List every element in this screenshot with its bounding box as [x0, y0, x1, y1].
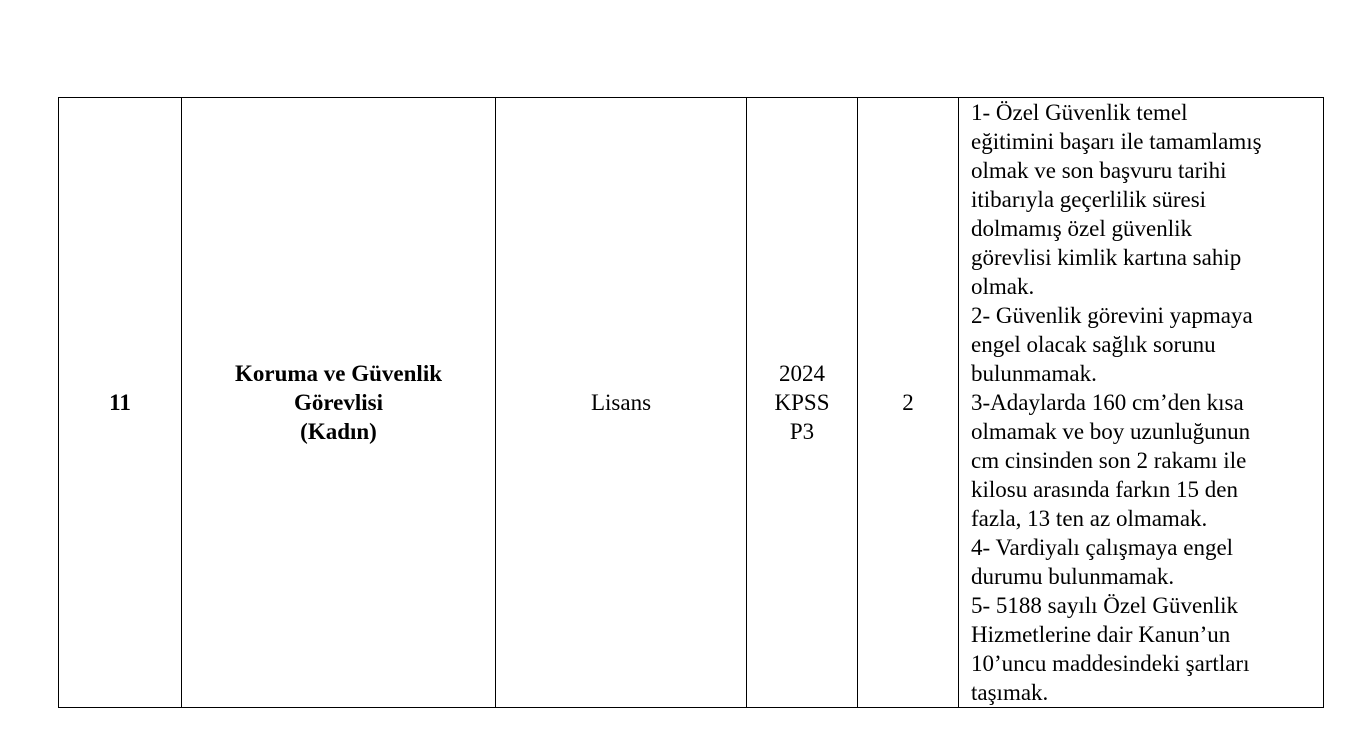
requirement-line: olmamak ve boy uzunluğunun [971, 419, 1251, 444]
row-number: 11 [109, 390, 131, 415]
requirement-line: 10’uncu maddesindeki şartları [971, 651, 1250, 676]
position-count-cell [858, 98, 959, 708]
exam-score-type: P3 [789, 419, 815, 444]
requirement-line: durumu bulunmamak. [971, 564, 1175, 589]
requirement-line: cm cinsinden son 2 rakamı ile [971, 448, 1247, 473]
table-row [59, 98, 1324, 708]
requirement-line: itibarıyla geçerlilik süresi [971, 187, 1207, 212]
exam-year: 2024 [779, 361, 825, 386]
position-title-line-3: (Kadın) [300, 419, 377, 444]
position-count: 2 [902, 390, 914, 415]
requirement-line: 5- 5188 sayılı Özel Güvenlik [971, 593, 1239, 618]
requirements-cell [959, 98, 1324, 708]
requirement-line: kilosu arasında farkın 15 den [971, 477, 1238, 502]
requirement-line: dolmamış özel güvenlik [971, 216, 1193, 241]
position-title-line-2: Görevlisi [293, 390, 383, 415]
requirement-line: olmak ve son başvuru tarihi [971, 158, 1227, 183]
education-level: Lisans [590, 390, 652, 415]
education-cell [496, 98, 747, 708]
requirement-line: 3-Adaylarda 160 cm’den kısa [971, 390, 1244, 415]
requirement-line: fazla, 13 ten az olmamak. [971, 506, 1208, 531]
exam-name: KPSS [774, 390, 830, 415]
position-title-cell [182, 98, 496, 708]
requirement-line: olmak. [971, 274, 1035, 299]
requirement-line: 4- Vardiyalı çalışmaya engel [971, 535, 1234, 560]
requirement-line: bulunmamak. [971, 361, 1097, 386]
requirement-line: eğitimini başarı ile tamamlamış [971, 129, 1262, 154]
requirement-line: Hizmetlerine dair Kanun’un [971, 622, 1231, 647]
job-listing-table [58, 97, 1324, 708]
requirement-line: görevlisi kimlik kartına sahip [971, 245, 1242, 270]
requirement-line: taşımak. [971, 680, 1049, 705]
position-title-line-1: Koruma ve Güvenlik [234, 361, 442, 386]
requirement-line: 2- Güvenlik görevini yapmaya [971, 303, 1253, 328]
exam-cell [747, 98, 858, 708]
requirement-line: 1- Özel Güvenlik temel [971, 100, 1188, 125]
row-number-cell [59, 98, 182, 708]
requirement-line: engel olacak sağlık sorunu [971, 332, 1216, 357]
